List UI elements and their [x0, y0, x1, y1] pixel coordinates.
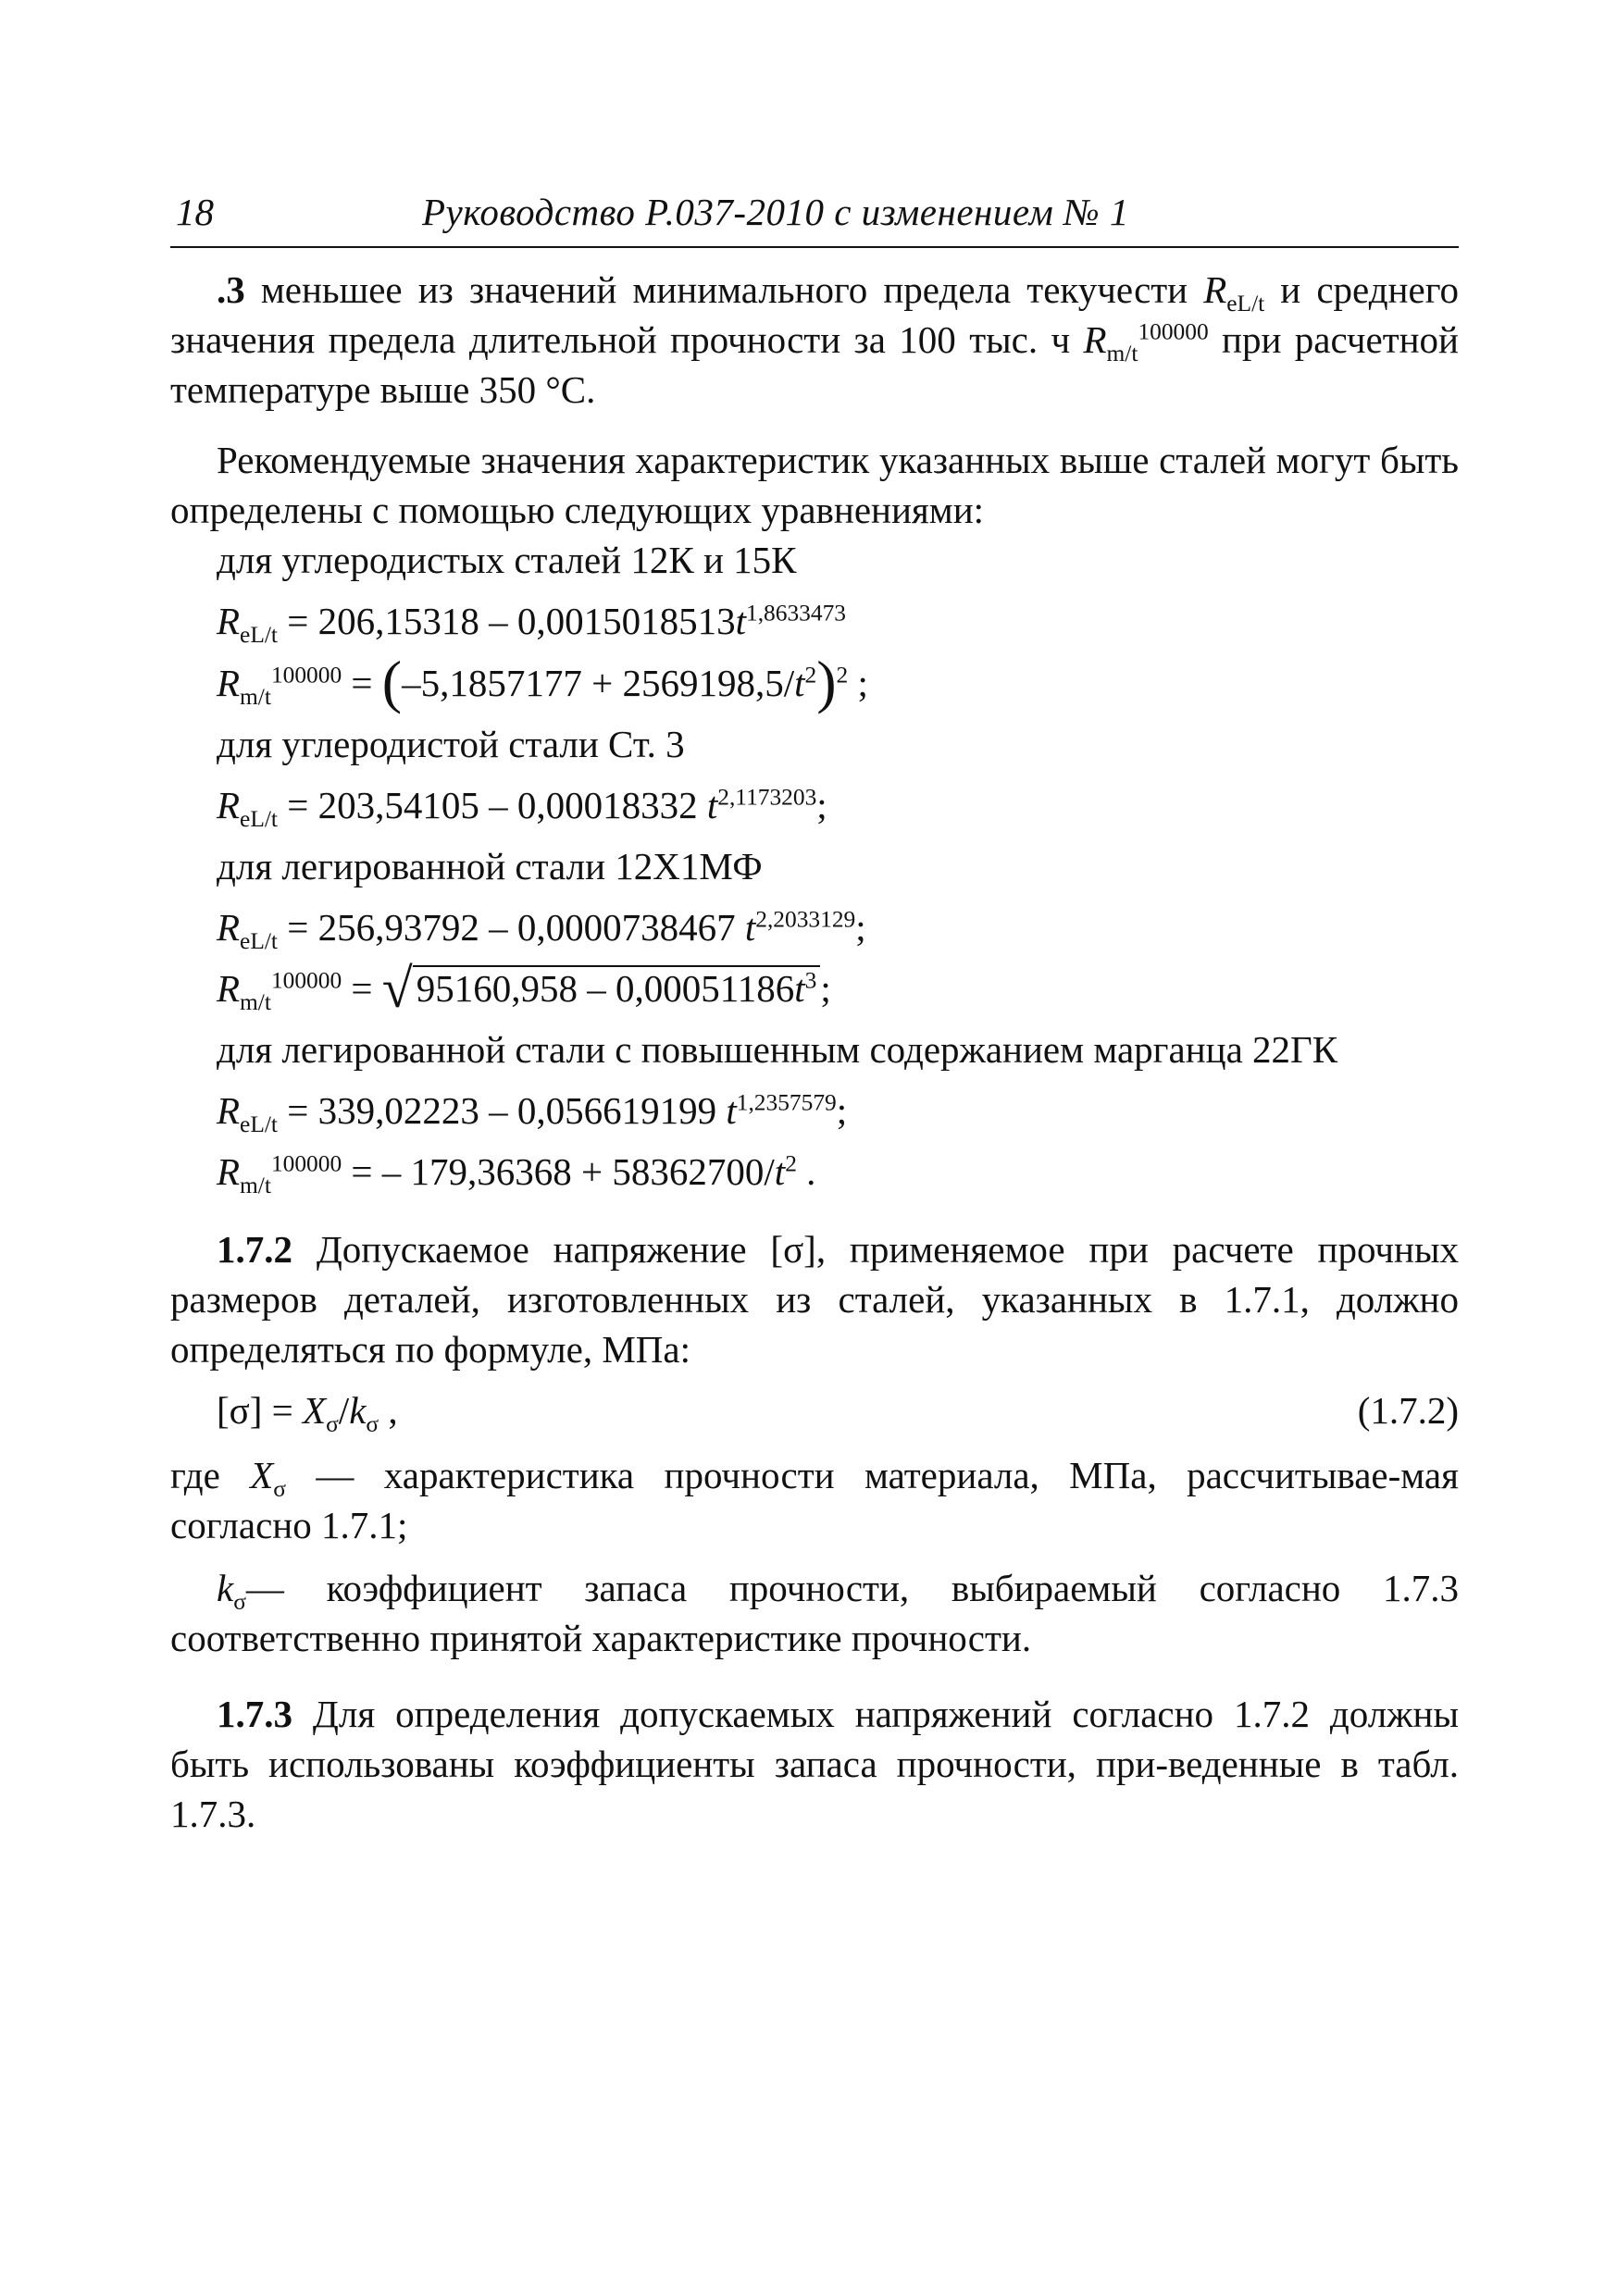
section-1-7-3-text: Для определения допускаемых напряжений согласно 1.7.2 должны быть использованы коэффициенты запаса прочности, при-веденные в табл. 1.7.3.	[170, 1693, 1459, 1835]
sup-100000: 100000	[1138, 318, 1209, 345]
steel-1-label: для углеродистых сталей 12К и 15К	[217, 539, 797, 581]
steel-3-label: для легированной стали 12Х1МФ	[217, 845, 763, 887]
equation-steel1-Rmt: $R_{m/t}^{100000} = (-5,1857177 + 2569198,5/t^2)^2$ ;	[217, 649, 868, 714]
where-x-paragraph: где $X_\sigma$ — характеристика прочности материала, МПа, рассчитывае-мая согласно 1.7.1;	[170, 1454, 1459, 1546]
equation-steel3-ReLt: $R_{eL/t} = 256,93792 - 0,0000738467$ $t^{2,2033129}$;	[217, 906, 866, 955]
sqrt-sign: √	[381, 958, 413, 1019]
item-3-text-a: меньшее из значений минимального предела текучести	[244, 268, 1204, 311]
document-page	[170, 185, 1459, 1839]
section-1-7-3-number: 1.7.3	[217, 1693, 292, 1735]
equation-steel4-Rmt: $R_{m/t}^{100000}$ = – $179,36368 + 58362700/t^2$ .	[217, 1150, 816, 1198]
formula-number: (1.7.2)	[1357, 1389, 1459, 1432]
radicand: $95160,958 - 0,00051186t^3$	[413, 965, 821, 1010]
where-k-paragraph: $k_\sigma—$ коэффициент запаса прочности, выбираемый согласно 1.7.3 соответственно принятой характеристике прочности.	[170, 1567, 1459, 1659]
sub-mt: m/t	[1106, 341, 1138, 367]
header-rule	[170, 246, 1459, 248]
page-number: 18	[176, 191, 214, 233]
equation-steel2-ReLt: $R_{eL/t} = 203,54105 - 0,00018332$ $t^{2,1173203}$;	[217, 784, 827, 833]
symbol-R: R	[1083, 318, 1107, 361]
section-1-7-2-paragraph	[170, 1224, 1459, 1374]
equation-steel3-Rmt: $R_{m/t}^{100000} = √95160,958 - 0,00051186t^3$;	[217, 958, 831, 1019]
item-3-text-b: и среднего значения предела длительной прочности за 100 тыс. ч	[170, 268, 1459, 361]
item-3-number: .3	[217, 268, 245, 311]
page-header	[170, 185, 1459, 239]
equation-steel1-ReLt: $R_{eL/t} = 206,15318 - 0,0015018513t^{1,8633473}$	[217, 600, 846, 649]
right-paren: )	[816, 649, 837, 714]
recommend-paragraph: Рекомендуемые значения характеристик указанных выше сталей могут быть определены с помощью следующих уравнениями:	[170, 439, 1459, 531]
section-1-7-2-text: Допускаемое напряжение [σ], применяемое при расчете прочных размеров деталей, изготовленных из сталей, указанных в 1.7.1, должно определяться по формуле, МПа:	[170, 1228, 1459, 1371]
steel-4-label: для легированной стали с повышенным содержанием марганца 22ГК	[217, 1028, 1338, 1071]
section-1-7-3-paragraph	[170, 1689, 1459, 1839]
steel-2-label: для углеродистой стали Ст. 3	[217, 723, 685, 765]
section-1-7-2-number: 1.7.2	[217, 1228, 292, 1271]
left-paren: (	[381, 649, 403, 714]
body-text	[170, 265, 1459, 1839]
equation-steel4-ReLt: $R_{eL/t} = 339,02223 - 0,056619199$ $t^{1,2357579}$;	[217, 1089, 848, 1138]
running-title: Руководство Р.037-2010 с изменением № 1	[422, 191, 1129, 233]
formula-1-7-2: $[\sigma] = X_\sigma/k_\sigma$ , (1.7.2)	[170, 1385, 1459, 1435]
item-3-text-c: при расчетной температуре выше 350 °С.	[170, 318, 1459, 411]
symbol-R: R	[1203, 268, 1227, 311]
item-3-paragraph	[170, 265, 1459, 415]
sub-eLt: eL/t	[1226, 291, 1265, 317]
